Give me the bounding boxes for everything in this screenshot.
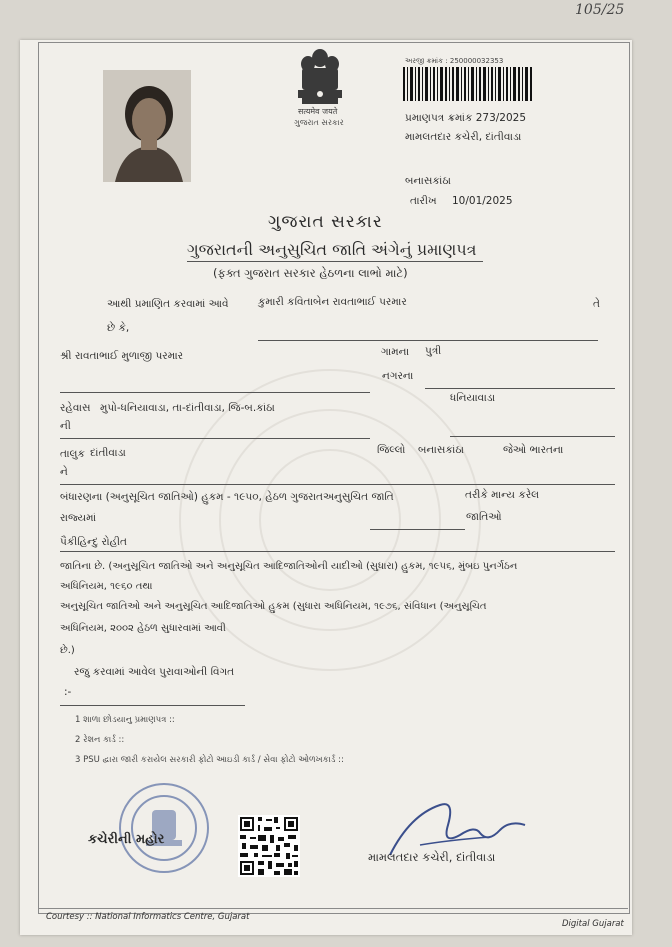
resident-label: રહેવાસ (60, 402, 91, 414)
emblem-motto: सत्यमेव जयते (298, 107, 338, 116)
parent-line (60, 392, 370, 393)
village-line (425, 388, 615, 389)
application-number: અરજી ક્રમાંક : 250000032353 (405, 57, 504, 65)
certify-cont: છે કે, (107, 322, 130, 334)
district-value: બનાસકાંઠા (418, 444, 465, 456)
seal-label: કચેરીની મહોર (88, 832, 165, 847)
certify-suffix: તે (593, 298, 600, 310)
district-header: બનાસકાંઠા (405, 175, 452, 187)
government-title: ગુજરાત સરકાર (268, 212, 383, 232)
certify-prefix: આથી પ્રમાણિત કરવામાં આવે (107, 298, 229, 310)
caste-line (60, 551, 615, 552)
certificate-subtitle: (ફક્ત ગુજરાત સરકાર હેઠળના લાભો માટે) (213, 266, 408, 280)
country-text: જેઓ ભારતના (503, 444, 564, 456)
district-label: જિલ્લો (377, 444, 406, 456)
legal-para-2: અધિનિયમ, ૧૯૬૦ તથા (60, 581, 153, 592)
emblem-caption: ગુજરાત સરકાર (294, 118, 344, 127)
issuing-office-top: મામલતદાર કચેરી, દાંતીવાડા (405, 131, 522, 143)
qr-code (238, 815, 300, 877)
name-line (258, 340, 598, 341)
legal-para-4: અધિનિયમ, ૨૦૦૨ હેઠળ સુધારવામાં આવી (60, 623, 226, 634)
applicant-photo (103, 70, 191, 182)
title-underline (187, 261, 483, 262)
taluka-label: તાલુક (60, 448, 85, 460)
legal-para-1: જાતિના છે. (અનુસૂચિત જાતિઓ અને અનુસૂચિત આદિજાતિઓની યાદીઓ (સુધારા) હુકમ, ૧૯૫૬, મુંબઇ પુનર્ગઠન (60, 561, 518, 572)
legal-para-3: અનુસૂચિત જાતિઓ અને અનુસૂચિત આદિજાતિઓ હુકમ (સુધારા અધિનિયમ, ૧૯૭૬, સંવિધાન (અનુસૂચિત (60, 601, 487, 612)
certificate-title: ગુજરાતની અનુસુચિત જાતિ અંગેનું પ્રમાણપત્ર (187, 240, 477, 259)
documents-title: રજુ કરવામાં આવેલ પુરાવાઓની વિગત (74, 666, 235, 678)
handwritten-note: 105/25 (575, 2, 625, 18)
document-item-3: 3 PSU દ્વારા જારી કરાયેલ સરકારી ફોટો આઇડી કાર્ડ / સેવા ફોટો ઓળખકાર્ડ :: (75, 755, 344, 765)
recognized-text: તરીકે માન્ય કરેલ (465, 489, 540, 501)
resident-right-line (450, 436, 615, 437)
relation-value: પુત્રી (425, 345, 442, 357)
office-seal-stamp (116, 780, 212, 876)
footer-brand: Digital Gujarat (562, 919, 624, 929)
state-line (370, 529, 465, 530)
constitution-text: બંધારણના (અનુસૂચિત જાતિઓ) હુકમ - ૧૯૫૦, હેઠળ ગુજરાતઅનુસુચિત જાતિ (60, 491, 394, 503)
relation-label: ગામના (381, 346, 410, 358)
footer-courtesy: Courtesy :: National Informatics Centre, Gujarat (46, 912, 250, 922)
date-label: તારીખ (410, 195, 437, 207)
document-item-2: 2 રેશન કાર્ડ :: (75, 735, 125, 745)
document-item-1: 1 શાળા છોડયાનુ પ્રમાણપત્ર :: (75, 715, 175, 725)
taluka-line (60, 484, 615, 485)
state-text: રાજ્યમાં (60, 512, 97, 524)
documents-line (60, 705, 245, 706)
documents-colon: :- (64, 686, 72, 698)
resident-suffix: ની (60, 420, 71, 432)
barcode (403, 67, 533, 101)
caste-group-text: જાતિઓ (466, 511, 502, 523)
caste-name: પૈકીહિન્દુ રોહીત (60, 536, 128, 548)
parent-prefix: શ્રી (60, 350, 72, 362)
legal-para-5: છે.) (60, 645, 75, 656)
taluka-suffix: ને (60, 466, 68, 478)
village-name: ધનિયાવાડા (450, 392, 496, 404)
resident-line (60, 438, 370, 439)
taluka-value: દાંતીવાડા (90, 447, 126, 459)
issue-date: 10/01/2025 (452, 195, 513, 207)
footer-rule (38, 908, 628, 909)
certificate-number: પ્રમાણપત્ર ક્રમાંક 273/2025 (405, 112, 527, 124)
parent-name: રાવતાભાઈ મુળાજી પરમાર (75, 350, 184, 362)
signatory-office: મામલતદાર કચેરી, દાંતીવાડા (368, 850, 496, 864)
nagar-label: નગરના (382, 370, 414, 382)
holder-name: કુમારી કવિતાબેન રાવતાભાઈ પરમાર (258, 296, 407, 308)
resident-address: મુપો-ધનિયાવાડા, તા-દાંતીવાડા, જિ-બ.કાંઠા (100, 402, 275, 414)
